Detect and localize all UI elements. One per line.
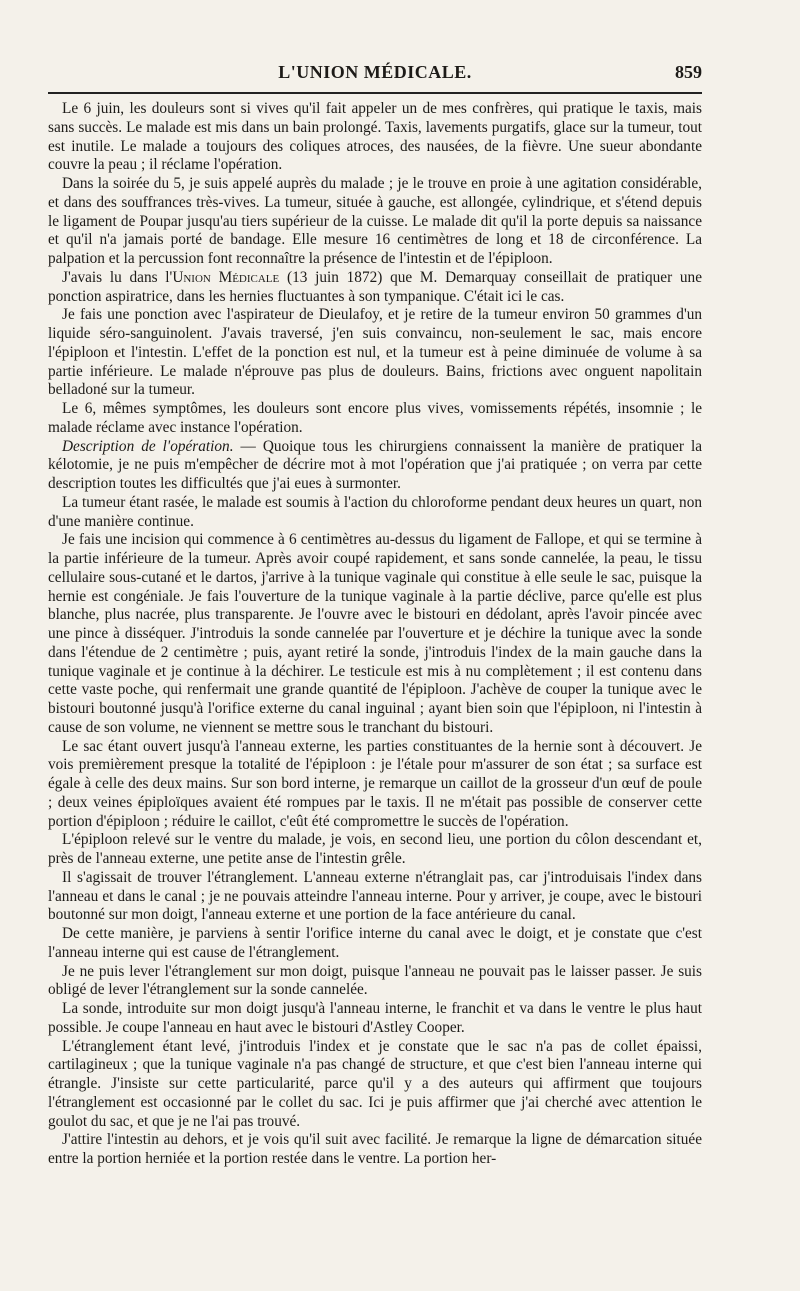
paragraph: Le sac étant ouvert jusqu'à l'anneau externe, les parties constituantes de la hernie sont à découvert. Je vois premièrement presque la totalité de l'épiploon : je l'étale pour m'assurer de son état ; sa surface est égale à celle des deux mains. Sur son bord interne, je remarque un caillot de la grosseur d'un œuf de poule ; deux veines épiploïques avaient été rompues par le taxis. Il ne m'était pas possible de conserver cette portion d'épiploon ; réduire le caillot, c'eût été compromettre le succès de l'opération. [48, 737, 702, 830]
paragraph: J'attire l'intestin au dehors, et je vois qu'il suit avec facilité. Je remarque la ligne de démarcation située entre la portion herniée et la portion restée dans le ventre. La portion her- [48, 1131, 702, 1167]
running-title: L'UNION MÉDICALE. [278, 62, 472, 82]
journal-name: Union Médicale [172, 268, 280, 286]
paragraph-text: J'avais lu dans l' [62, 268, 173, 286]
paragraph: Le 6, mêmes symptômes, les douleurs sont encore plus vives, vomissements répétés, insomnie ; le malade réclame avec instance l'opération. [48, 400, 702, 436]
paragraph: De cette manière, je parviens à sentir l'orifice interne du canal avec le doigt, et je constate que c'est l'anneau interne qui est cause de l'étranglement. [48, 925, 702, 961]
paragraph: Le 6 juin, les douleurs sont si vives qu'il fait appeler un de mes confrères, qui pratique le taxis, mais sans succès. Le malade est mis dans un bain prolongé. Taxis, lavements purgatifs, glace sur la tumeur, tout est inutile. Le malade a toujours des coliques atroces, des nausées, de la fièvre. Une sueur abondante couvre la peau ; il réclame l'opération. [48, 100, 702, 174]
paragraph: Il s'agissait de trouver l'étranglement. L'anneau externe n'étranglait pas, car j'introduisais l'index dans l'anneau et dans le canal ; je ne pouvais atteindre l'anneau interne. Pour y arriver, je coupe, avec le bistouri boutonné sur mon doigt, l'anneau externe et une portion de la face antérieure du canal. [48, 868, 702, 924]
section-subheading: Description de l'opération. [62, 437, 234, 455]
paragraph: Dans la soirée du 5, je suis appelé auprès du malade ; je le trouve en proie à une agitation considérable, et dans des souffrances très-vives. La tumeur, située à gauche, est allongée, cylindrique, et s'étend depuis le ligament de Poupar jusqu'au tiers supérieur de la cuisse. Le malade dit qu'il la porte depuis sa naissance et qu'il n'a jamais porté de bandage. Elle mesure 16 centimètres de long et 18 de circonférence. La palpation et la percussion font reconnaître la présence de l'intestin et de l'épiploon. [48, 175, 702, 267]
page-header [48, 58, 702, 90]
paragraph: Je ne puis lever l'étranglement sur mon doigt, puisque l'anneau ne pouvait pas le laisser passer. Je suis obligé de lever l'étranglement sur la sonde cannelée. [48, 962, 702, 999]
paragraph: L'étranglement étant levé, j'introduis l'index et je constate que le sac n'a pas de collet épaissi, cartilagineux ; que la tunique vaginale n'a pas changé de structure, et que c'est bien l'anneau interne qui étrangle. J'insiste sur cette particularité, parce qu'il y a des auteurs qui affirment que toujours l'étranglement est occasionné par le collet du sac. Ici je puis affirmer que j'ai cherché avec attention le goulot du sac, et que je ne l'ai pas trouvé. [48, 1037, 702, 1130]
header-rule [48, 92, 702, 94]
page-number: 859 [675, 62, 702, 82]
paragraph: La sonde, introduite sur mon doigt jusqu'à l'anneau interne, le franchit et va dans le ventre le plus haut possible. Je coupe l'anneau en haut avec le bistouri d'Astley Cooper. [48, 1000, 702, 1036]
paragraph [48, 269, 702, 307]
paragraph [48, 438, 702, 494]
paragraph: Je fais une incision qui commence à 6 centimètres au-dessus du ligament de Fallope, et qui se termine à la partie inférieure de la tumeur. Après avoir coupé rapidement, et sans sonde cannelée, la peau, le tissu cellulaire sous-cutané et le dartos, j'arrive à la tunique vaginale qui constitue à elle seule le sac, puisque la hernie est congéniale. Je fais l'ouverture de la tunique vaginale à la partie déclive, parce qu'elle est plus blanche, plus nacrée, plus transparente. Je l'ouvre avec le bistouri en dédolant, après l'avoir pincée avec une pince à disséquer. J'introduis la sonde cannelée par l'ouverture et je déchire la tunique avec la sonde dans l'étendue de 2 centimètre ; puis, ayant retiré la sonde, j'introduis l'index de la main gauche dans la tunique vaginale et je continue à la déchirer. Le testicule est mis à nu complètement ; il est contenu dans cette vaste poche, qui renfermait une grande quantité de l'épiploon. J'achève de couper la tunique avec le bistouri boutonné jusqu'à l'orifice externe du canal inguinal ; ayant bien soin que l'épiploon, ni l'intestin à cause de son volume, ne viennent se mettre sous le tranchant du bistouri. [48, 531, 702, 736]
paragraph: Je fais une ponction avec l'aspirateur de Dieulafoy, et je retire de la tumeur environ 50 grammes d'un liquide séro-sanguinolent. J'avais traversé, j'en suis convaincu, non-seulement le sac, mais encore l'épiploon et l'intestin. L'effet de la ponction est nul, et la tumeur est à peine diminuée de volume à sa partie inférieure. Le malade n'éprouve pas plus de douleurs. Bains, frictions avec onguent napolitain belladoné sur la tumeur. [48, 306, 702, 399]
paragraph-text: (13 juin 1872) que M. Demarquay conseillait de pratiquer une ponction aspiratrice, dans les hernies fluctuantes à son tympanique. C'était ici le cas. [48, 268, 703, 305]
paragraph: La tumeur étant rasée, le malade est soumis à l'action du chloroforme pendant deux heures un quart, non d'une manière continue. [48, 493, 702, 530]
article-body [48, 100, 702, 1169]
paragraph: L'épiploon relevé sur le ventre du malade, je vois, en second lieu, une portion du côlon descendant et, près de l'anneau externe, une petite anse de l'intestin grêle. [48, 831, 702, 867]
paragraph-text: — Quoique tous les chirurgiens connaissent la manière de pratiquer la kélotomie, je ne puis m'empêcher de décrire mot à mot l'opération que j'ai pratiquée ; on verra par cette description toutes les difficultés que j'ai eues à surmonter. [48, 437, 702, 492]
